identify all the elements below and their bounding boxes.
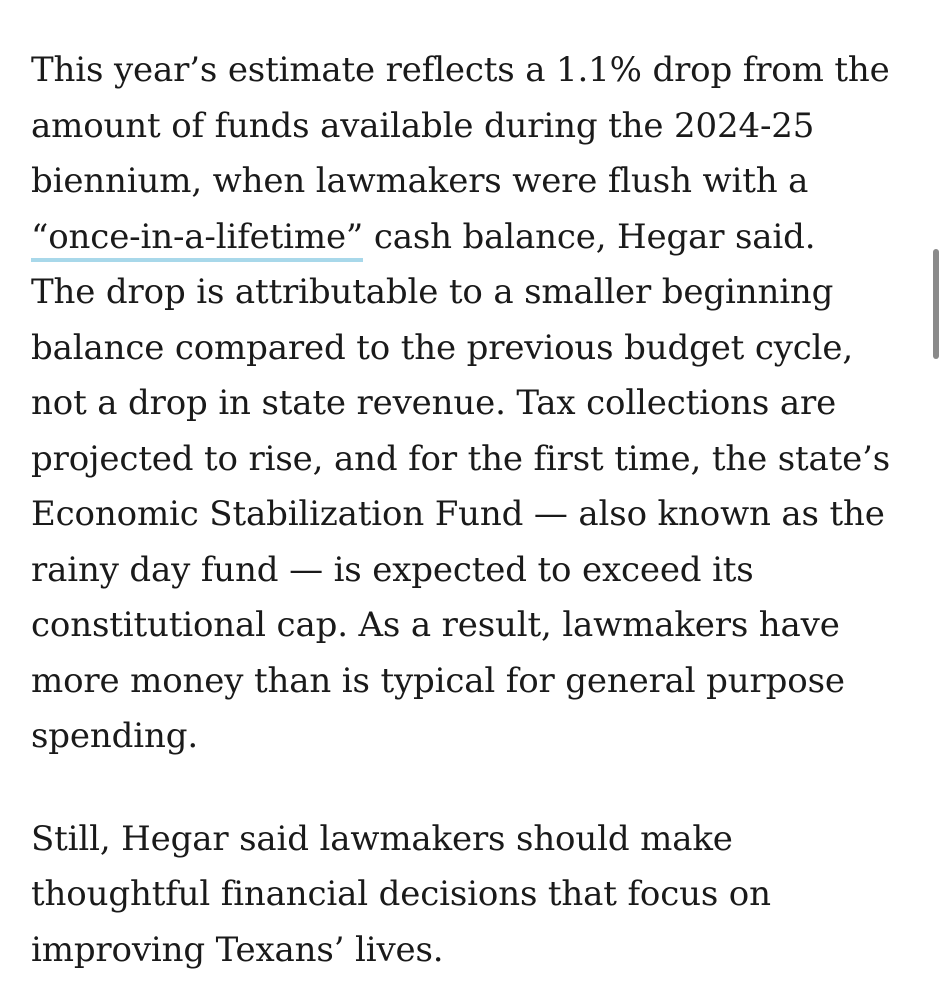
text-line: balance compared to the previous budget cycle, (31, 327, 854, 368)
paragraph-spacer (31, 765, 911, 812)
text-line: more money than is typical for general purpose (31, 660, 845, 701)
text-line: biennium, when lawmakers were flush with a (31, 161, 809, 201)
text-line: Still, Hegar said lawmakers should make (31, 818, 733, 859)
text-line-with-link (31, 210, 911, 266)
text-line: projected to rise, and for the first time, the state’s (31, 438, 891, 479)
text-line: This year’s estimate reflects a 1.1% drop from the (31, 50, 890, 90)
text-fragment: cash balance, Hegar said. (363, 216, 816, 257)
text-line: amount of funds available during the 2024-25 (31, 105, 815, 146)
text-line: not a drop in state revenue. Tax collections are (31, 383, 837, 423)
text-line: thoughtful financial decisions that focus on (31, 874, 771, 914)
text-line: rainy day fund — is expected to exceed its (31, 549, 754, 590)
text-line: Economic Stabilization Fund — also known as the (31, 494, 885, 534)
text-line: spending. (31, 716, 198, 756)
once-in-a-lifetime-link[interactable]: “once-in-a-lifetime” (31, 217, 363, 262)
article-body (31, 43, 911, 978)
scrollbar-thumb[interactable] (933, 249, 939, 359)
text-line: constitutional cap. As a result, lawmakers have (31, 605, 840, 645)
paragraph-budget-estimate (31, 43, 911, 765)
text-line: The drop is attributable to a smaller beginning (31, 272, 834, 312)
text-line: improving Texans’ lives. (31, 929, 444, 970)
paragraph-hegar-advice (31, 812, 911, 979)
